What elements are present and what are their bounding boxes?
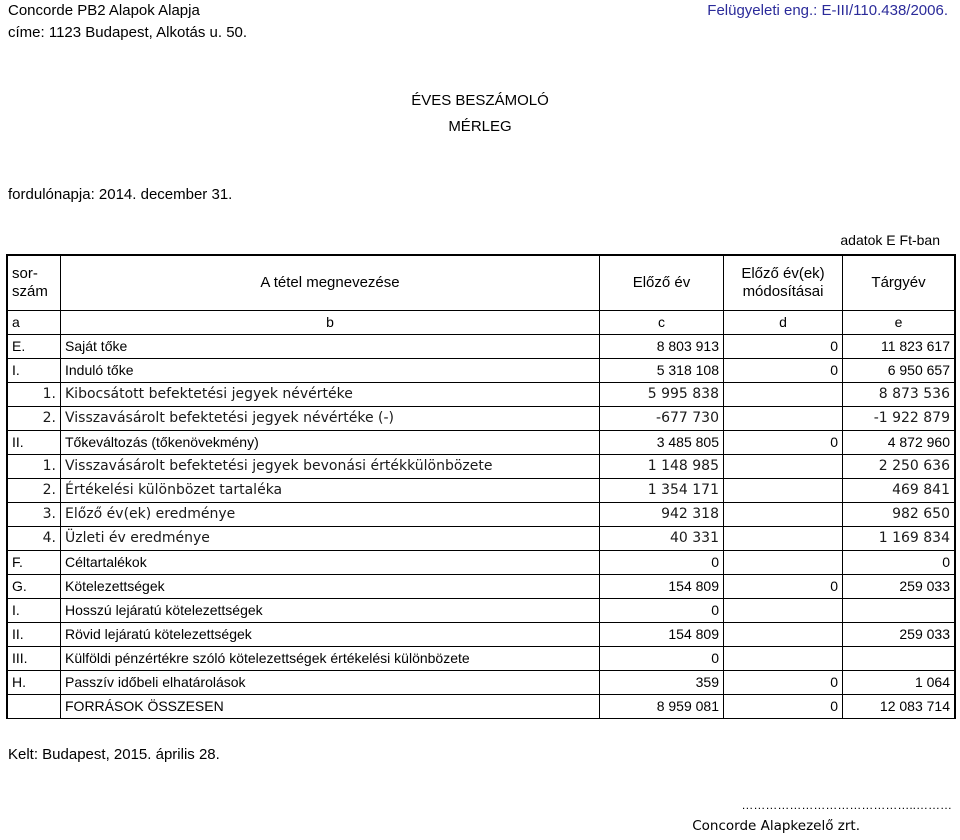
report-title: ÉVES BESZÁMOLÓ xyxy=(411,92,549,109)
cell-curr: 0 xyxy=(843,551,956,575)
company-name: Concorde Alapkezelő zrt. xyxy=(692,818,860,834)
column-letter: d xyxy=(724,311,843,335)
cell-name: Céltartalékok xyxy=(61,551,600,575)
table-row xyxy=(7,527,955,551)
table-row xyxy=(7,407,955,431)
cell-mod xyxy=(724,647,843,671)
table-row xyxy=(7,671,955,695)
cell-name: Passzív időbeli elhatárolások xyxy=(61,671,600,695)
table-row xyxy=(7,647,955,671)
cell-curr: 982 650 xyxy=(843,503,956,527)
cell-curr: 12 083 714 xyxy=(843,695,956,719)
signature-line: ……………………………………..……… xyxy=(741,798,952,812)
cell-name: Saját tőke xyxy=(61,335,600,359)
table-row xyxy=(7,479,955,503)
cell-mod xyxy=(724,527,843,551)
cell-curr: 11 823 617 xyxy=(843,335,956,359)
cell-no: III. xyxy=(7,647,61,671)
cell-curr: 259 033 xyxy=(843,623,956,647)
cell-name: Hosszú lejáratú kötelezettségek xyxy=(61,599,600,623)
fund-address: címe: 1123 Budapest, Alkotás u. 50. xyxy=(8,24,248,41)
fund-name: Concorde PB2 Alapok Alapja xyxy=(8,2,200,19)
cell-no: 1. xyxy=(7,383,61,407)
cell-mod xyxy=(724,503,843,527)
cell-curr: 1 169 834 xyxy=(843,527,956,551)
cell-curr: 8 873 536 xyxy=(843,383,956,407)
header-current-year: Tárgyév xyxy=(843,255,956,311)
cell-no: E. xyxy=(7,335,61,359)
cell-name: Üzleti év eredménye xyxy=(61,527,600,551)
report-subtitle: MÉRLEG xyxy=(448,118,512,135)
table-row xyxy=(7,359,955,383)
table-row xyxy=(7,383,955,407)
supervision-license: Felügyeleti eng.: E-III/110.438/2006. xyxy=(707,2,948,19)
cell-prev: -677 730 xyxy=(600,407,724,431)
cell-no: H. xyxy=(7,671,61,695)
cell-name: Visszavásárolt befektetési jegyek bevonási értékkülönbözete xyxy=(61,455,600,479)
cell-prev: 359 xyxy=(600,671,724,695)
cell-curr: -1 922 879 xyxy=(843,407,956,431)
cell-curr: 259 033 xyxy=(843,575,956,599)
cell-name: Kötelezettségek xyxy=(61,575,600,599)
cell-prev: 154 809 xyxy=(600,575,724,599)
cell-mod: 0 xyxy=(724,695,843,719)
table-row xyxy=(7,431,955,455)
unit-note: adatok E Ft-ban xyxy=(840,232,940,248)
cell-name: Kibocsátott befektetési jegyek névértéke xyxy=(61,383,600,407)
cell-curr: 6 950 657 xyxy=(843,359,956,383)
table-row xyxy=(7,335,955,359)
cell-no: G. xyxy=(7,575,61,599)
cell-curr xyxy=(843,599,956,623)
cell-prev: 5 995 838 xyxy=(600,383,724,407)
cell-no: 2. xyxy=(7,479,61,503)
cell-curr: 2 250 636 xyxy=(843,455,956,479)
cell-no: I. xyxy=(7,359,61,383)
cell-prev: 5 318 108 xyxy=(600,359,724,383)
cell-prev: 1 148 985 xyxy=(600,455,724,479)
column-letter-row xyxy=(7,311,955,335)
cell-no: F. xyxy=(7,551,61,575)
column-letter: a xyxy=(7,311,61,335)
cell-curr: 1 064 xyxy=(843,671,956,695)
cell-no: I. xyxy=(7,599,61,623)
cell-prev: 154 809 xyxy=(600,623,724,647)
cell-curr xyxy=(843,647,956,671)
signed-date: Kelt: Budapest, 2015. április 28. xyxy=(8,746,220,763)
table-row xyxy=(7,695,955,719)
cell-no: II. xyxy=(7,623,61,647)
table-row xyxy=(7,599,955,623)
cell-no: II. xyxy=(7,431,61,455)
column-letter: b xyxy=(61,311,600,335)
header-row-number: sor- szám xyxy=(7,255,61,311)
header-previous-year: Előző év xyxy=(600,255,724,311)
cell-prev: 0 xyxy=(600,647,724,671)
cell-name: Rövid lejáratú kötelezettségek xyxy=(61,623,600,647)
header-modifications: Előző év(ek) módosításai xyxy=(724,255,843,311)
header-item-name: A tétel megnevezése xyxy=(61,255,600,311)
column-letter: e xyxy=(843,311,956,335)
cell-name: FORRÁSOK ÖSSZESEN xyxy=(61,695,600,719)
cell-mod: 0 xyxy=(724,359,843,383)
cell-mod: 0 xyxy=(724,335,843,359)
cell-name: Induló tőke xyxy=(61,359,600,383)
cell-mod xyxy=(724,455,843,479)
cell-curr: 469 841 xyxy=(843,479,956,503)
cell-mod: 0 xyxy=(724,431,843,455)
cell-no: 3. xyxy=(7,503,61,527)
table-row xyxy=(7,551,955,575)
cell-prev: 8 959 081 xyxy=(600,695,724,719)
cell-mod xyxy=(724,383,843,407)
cell-prev: 942 318 xyxy=(600,503,724,527)
table-row xyxy=(7,575,955,599)
cell-mod xyxy=(724,407,843,431)
cell-name: Előző év(ek) eredménye xyxy=(61,503,600,527)
cell-curr: 4 872 960 xyxy=(843,431,956,455)
cell-no: 4. xyxy=(7,527,61,551)
cell-mod xyxy=(724,479,843,503)
cell-no: 2. xyxy=(7,407,61,431)
cell-no: 1. xyxy=(7,455,61,479)
cell-prev: 40 331 xyxy=(600,527,724,551)
table-row xyxy=(7,455,955,479)
cell-prev: 1 354 171 xyxy=(600,479,724,503)
cell-prev: 0 xyxy=(600,551,724,575)
cell-no xyxy=(7,695,61,719)
cell-prev: 0 xyxy=(600,599,724,623)
cell-mod: 0 xyxy=(724,671,843,695)
cell-name: Értékelési különbözet tartaléka xyxy=(61,479,600,503)
cell-mod xyxy=(724,551,843,575)
cell-prev: 3 485 805 xyxy=(600,431,724,455)
cell-prev: 8 803 913 xyxy=(600,335,724,359)
cell-name: Külföldi pénzértékre szóló kötelezettségek értékelési különbözete xyxy=(61,647,600,671)
column-letter: c xyxy=(600,311,724,335)
cell-name: Visszavásárolt befektetési jegyek névértéke (-) xyxy=(61,407,600,431)
cell-mod: 0 xyxy=(724,575,843,599)
table-row xyxy=(7,503,955,527)
cell-name: Tőkeváltozás (tőkenövekmény) xyxy=(61,431,600,455)
table-row xyxy=(7,623,955,647)
cell-mod xyxy=(724,623,843,647)
report-date: fordulónapja: 2014. december 31. xyxy=(8,186,233,203)
balance-sheet-table xyxy=(6,254,956,719)
cell-mod xyxy=(724,599,843,623)
table-header-row xyxy=(7,255,955,311)
